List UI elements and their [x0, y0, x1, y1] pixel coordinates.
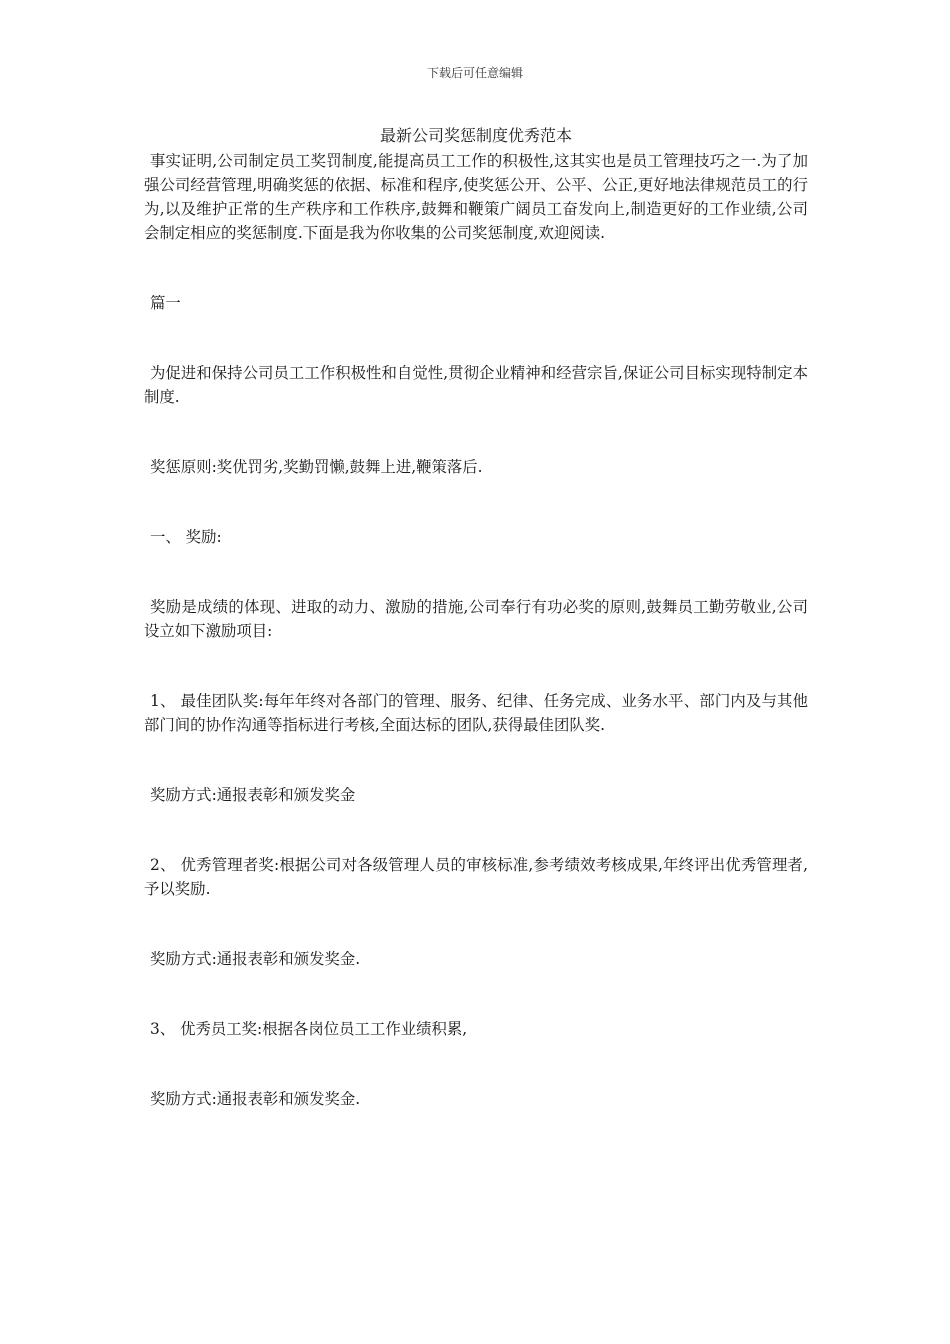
paragraph-purpose: 为促进和保持公司员工工作积极性和自觉性,贯彻企业精神和经营宗旨,保证公司目标实现特制定本制度. [144, 364, 808, 406]
paragraph-item-2: 2、 优秀管理者奖:根据公司对各级管理人员的审核标准,参考绩效考核成果,年终评出优秀管理者,予以奖励. [144, 856, 808, 898]
paragraph-item-2-method: 奖励方式:通报表彰和颁发奖金. [150, 950, 361, 968]
paragraph-principle: 奖惩原则:奖优罚劣,奖勤罚懒,鼓舞上进,鞭策落后. [150, 458, 483, 476]
document-title: 最新公司奖惩制度优秀范本 [379, 126, 572, 145]
paragraph-item-3-method: 奖励方式:通报表彰和颁发奖金. [150, 1090, 361, 1108]
paragraph-intro: 事实证明,公司制定员工奖罚制度,能提高员工工作的积极性,这其实也是员工管理技巧之一.为了加强公司经营管理,明确奖惩的依据、标准和程序,使奖惩公开、公平、公正,更好地法律规范员工的行为,以及维护正常的生产秩序和工作秩序,鼓舞和鞭策广阔员工奋发向上,制造更好的工作业绩,公司会制定相应的奖惩制度.下面是我为你收集的公司奖惩制度,欢迎阅读. [144, 152, 808, 242]
paragraph-reward-heading: 一、 奖励: [150, 528, 222, 546]
paragraph-section-label: 篇一 [150, 294, 181, 312]
paragraph-item-1: 1、 最佳团队奖:每年年终对各部门的管理、服务、纪律、任务完成、业务水平、部门内及与其他部门间的协作沟通等指标进行考核,全面达标的团队,获得最佳团队奖. [144, 692, 808, 734]
paragraph-reward-description: 奖励是成绩的体现、进取的动力、激励的措施,公司奉行有功必奖的原则,鼓舞员工勤劳敬业,公司设立如下激励项目: [144, 598, 808, 640]
paragraph-item-3: 3、 优秀员工奖:根据各岗位员工工作业绩积累, [150, 1020, 468, 1038]
document-body [144, 123, 808, 1111]
paragraph-item-1-method: 奖励方式:通报表彰和颁发奖金 [150, 786, 356, 804]
page-header-note: 下载后可任意编辑 [426, 66, 523, 80]
